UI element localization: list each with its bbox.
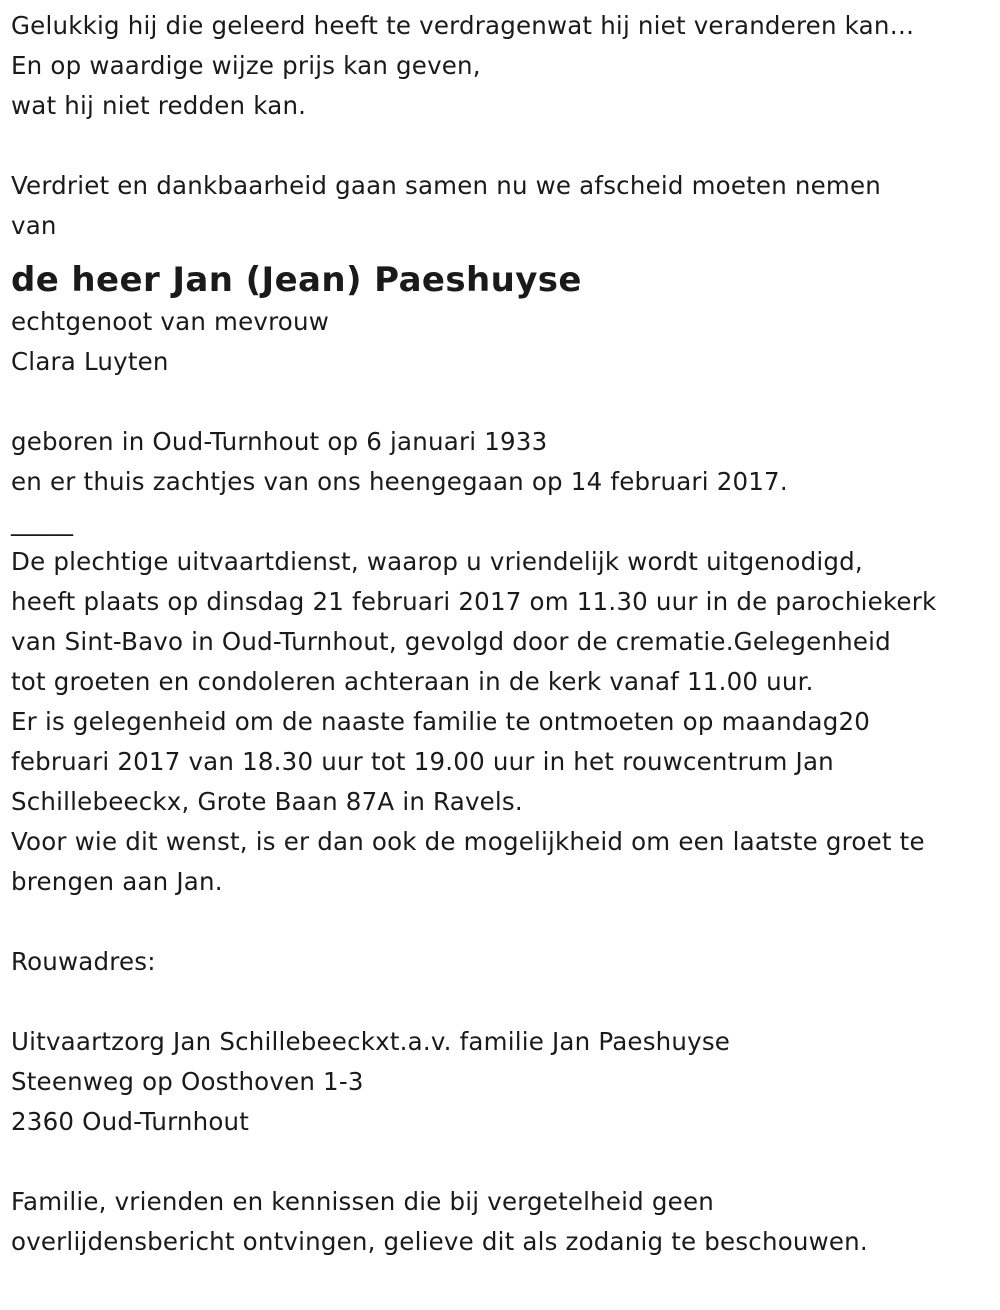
spacer bbox=[11, 982, 996, 1022]
service-section bbox=[11, 542, 996, 902]
spacer bbox=[11, 902, 996, 942]
deceased-name: de heer Jan (Jean) Paeshuyse bbox=[11, 260, 582, 300]
relation-text: echtgenoot van mevrouw bbox=[11, 307, 329, 336]
service-line-5: Er is gelegenheid om de naaste familie te ontmoeten op maandag20 bbox=[11, 707, 871, 736]
address-label: Rouwadres: bbox=[11, 947, 156, 976]
motto-line-1: Gelukkig hij die geleerd heeft te verdragenwat hij niet veranderen kan… bbox=[11, 11, 915, 40]
service-line-6: februari 2017 van 18.30 uur tot 19.00 uur in het rouwcentrum Jan bbox=[11, 747, 834, 776]
death-line: en er thuis zachtjes van ons heengegaan op 14 februari 2017. bbox=[11, 467, 788, 496]
service-line-9: brengen aan Jan. bbox=[11, 867, 223, 896]
address-line-2: Steenweg op Oosthoven 1-3 bbox=[11, 1067, 364, 1096]
service-line-4: tot groeten en condoleren achteraan in de kerk vanaf 11.00 uur. bbox=[11, 667, 814, 696]
spacer bbox=[11, 126, 996, 166]
spacer bbox=[11, 382, 996, 422]
dates-section bbox=[11, 422, 996, 502]
spouse-name: Clara Luyten bbox=[11, 347, 169, 376]
birth-line: geboren in Oud-Turnhout op 6 januari 1933 bbox=[11, 427, 548, 456]
address-section bbox=[11, 1022, 996, 1142]
address-line-1: Uitvaartzorg Jan Schillebeeckxt.a.v. familie Jan Paeshuyse bbox=[11, 1027, 731, 1056]
service-line-7: Schillebeeckx, Grote Baan 87A in Ravels. bbox=[11, 787, 523, 816]
closing-line-2: overlijdensbericht ontvingen, gelieve dit als zodanig te beschouwen. bbox=[11, 1227, 868, 1256]
service-line-3: van Sint-Bavo in Oud-Turnhout, gevolgd door de crematie.Gelegenheid bbox=[11, 627, 891, 656]
closing-section bbox=[11, 1182, 996, 1262]
service-line-8: Voor wie dit wenst, is er dan ook de mogelijkheid om een laatste groet te bbox=[11, 827, 925, 856]
address-line-3: 2360 Oud-Turnhout bbox=[11, 1107, 250, 1136]
intro-line-1: Verdriet en dankbaarheid gaan samen nu we afscheid moeten nemen bbox=[11, 171, 881, 200]
closing-line-1: Familie, vrienden en kennissen die bij vergetelheid geen bbox=[11, 1187, 714, 1216]
intro-section bbox=[11, 166, 996, 246]
obituary-notice bbox=[11, 6, 996, 1262]
motto-line-2: En op waardige wijze prijs kan geven, bbox=[11, 51, 481, 80]
intro-line-2: van bbox=[11, 211, 57, 240]
separator-line: _____ bbox=[11, 507, 74, 536]
spacer bbox=[11, 1142, 996, 1182]
service-line-2: heeft plaats op dinsdag 21 februari 2017 om 11.30 uur in de parochiekerk bbox=[11, 587, 937, 616]
service-line-1: De plechtige uitvaartdienst, waarop u vriendelijk wordt uitgenodigd, bbox=[11, 547, 863, 576]
relation-section bbox=[11, 302, 996, 382]
motto-line-3: wat hij niet redden kan. bbox=[11, 91, 307, 120]
motto-section bbox=[11, 6, 996, 126]
